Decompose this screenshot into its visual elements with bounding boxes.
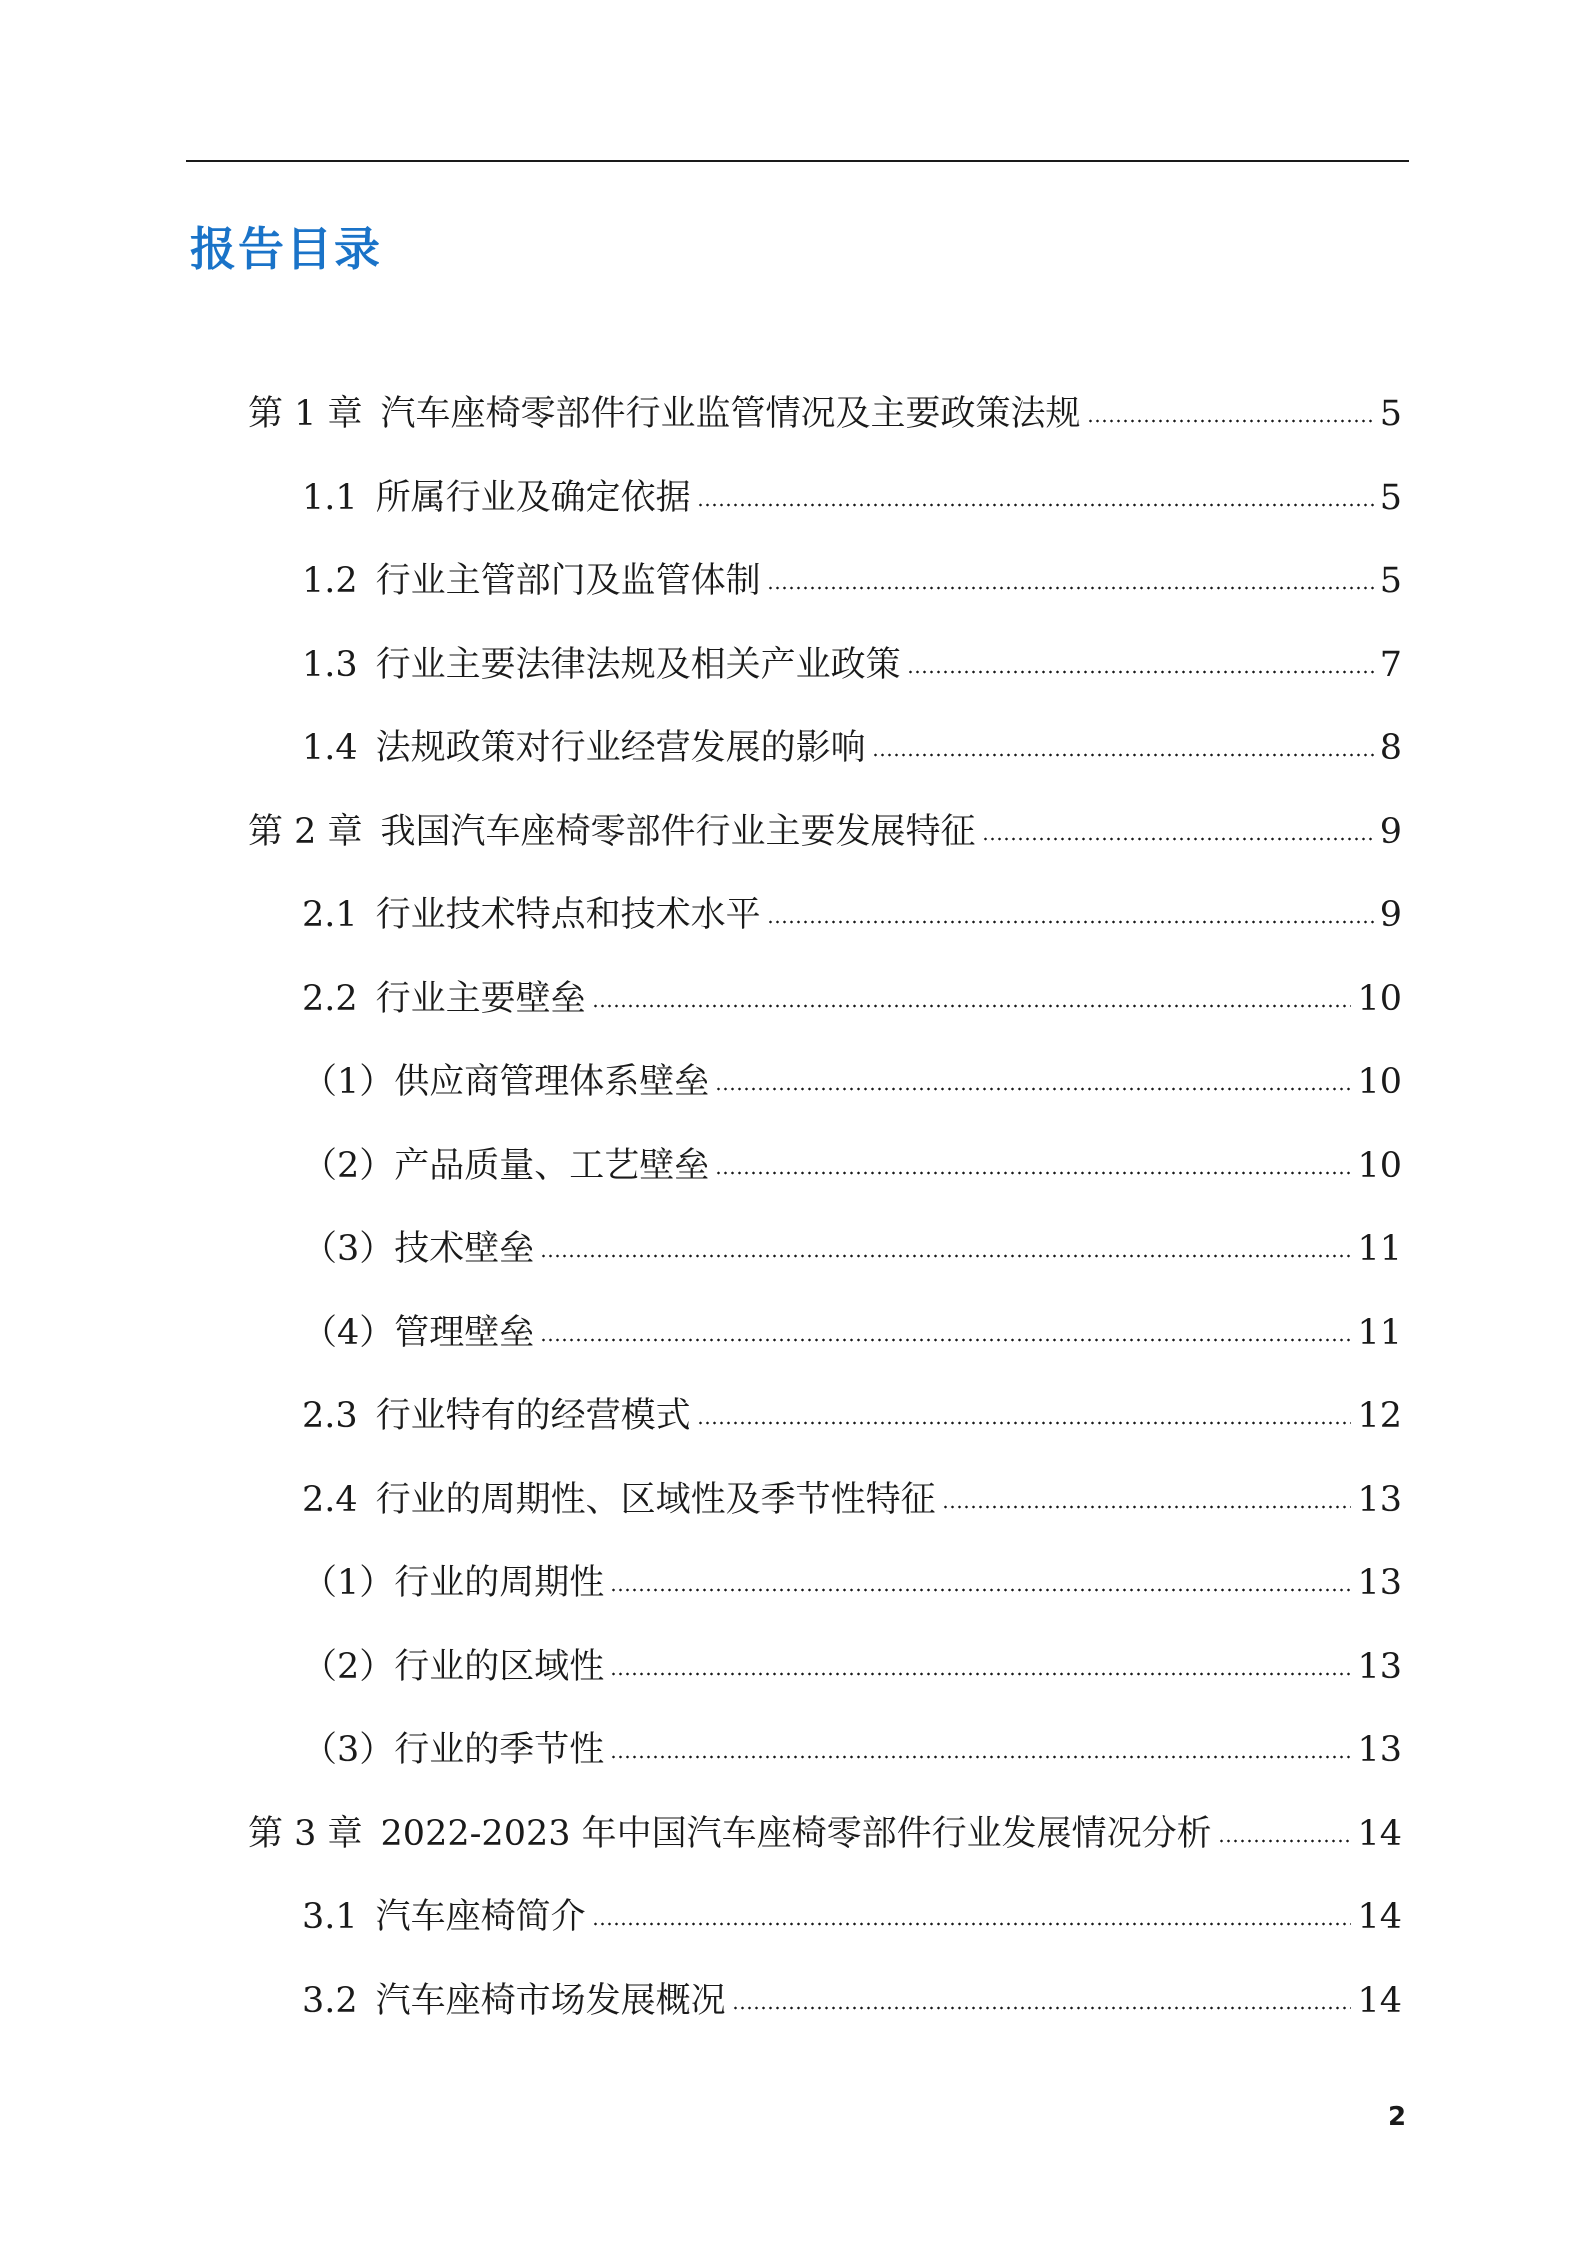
toc-entry-number: 第 2 章 [248, 811, 363, 852]
toc-entry-title: 技术壁垒 [394, 1229, 535, 1269]
header-rule [186, 160, 1409, 162]
dot-leader [610, 1755, 1351, 1759]
toc-entry-title: 产品质量、工艺壁垒 [394, 1145, 710, 1186]
toc-entry-page: 13 [1357, 1730, 1402, 1770]
dot-leader [1087, 419, 1374, 423]
toc-entry-page: 10 [1357, 1145, 1402, 1186]
toc-entry-number: 1.4 [302, 728, 358, 768]
toc-entry-number: 第 3 章 [248, 1813, 363, 1854]
toc-entry[interactable] [302, 1726, 1402, 1774]
toc-heading: 报告目录 [190, 222, 382, 276]
toc-entry[interactable] [302, 724, 1402, 772]
toc-entry-number: （3） [302, 1229, 395, 1269]
toc-entry-page: 9 [1379, 895, 1402, 935]
page-number: 2 [1388, 2102, 1407, 2132]
toc-entry-number: （2） [302, 1646, 395, 1687]
toc-entry-title: 汽车座椅简介 [375, 1897, 586, 1937]
toc-entry-title: 供应商管理体系壁垒 [394, 1062, 710, 1102]
toc-entry[interactable] [302, 1225, 1402, 1273]
dot-leader [942, 1505, 1352, 1509]
dot-leader [610, 1672, 1351, 1676]
dot-leader [872, 753, 1374, 757]
toc-entry-page: 12 [1357, 1396, 1402, 1436]
toc-entry-title: 行业的区域性 [394, 1646, 605, 1687]
toc-entry-number: 1.3 [302, 644, 358, 685]
toc-entry-number: 2.2 [302, 978, 358, 1019]
toc-entry-title: 汽车座椅市场发展概况 [375, 1980, 726, 2021]
toc-entry-number: 2.1 [302, 895, 358, 935]
toc-entry-title: 行业技术特点和技术水平 [375, 895, 761, 935]
toc-entry[interactable] [302, 641, 1402, 689]
toc-entry-page: 11 [1357, 1312, 1402, 1353]
dot-leader [697, 1421, 1352, 1425]
dot-leader [715, 1171, 1351, 1175]
toc-entry-title: 我国汽车座椅零部件行业主要发展特征 [380, 811, 976, 852]
toc-entry[interactable] [302, 1977, 1402, 2025]
toc-entry-number: （2） [302, 1145, 395, 1186]
dot-leader [715, 1087, 1351, 1091]
dot-leader [592, 1922, 1352, 1926]
toc-entry-title: 2022-2023 年中国汽车座椅零部件行业发展情况分析 [380, 1813, 1212, 1854]
toc-entry-title: 行业主管部门及监管体制 [375, 561, 761, 601]
toc-entry[interactable] [302, 1309, 1402, 1357]
toc-entry[interactable] [302, 1559, 1402, 1607]
dot-leader [697, 503, 1374, 507]
toc-entry[interactable] [302, 1893, 1402, 1941]
toc-entry-number: 第 1 章 [248, 394, 363, 434]
toc-entry-number: （4） [302, 1312, 395, 1353]
toc-entry-title: 所属行业及确定依据 [375, 477, 691, 518]
dot-leader [767, 586, 1374, 590]
dot-leader [732, 2006, 1352, 2010]
toc-entry[interactable] [302, 1643, 1402, 1691]
toc-entry-title: 行业特有的经营模式 [375, 1396, 691, 1436]
toc-entry-page: 11 [1357, 1229, 1402, 1269]
toc-entry-title: 行业主要壁垒 [375, 978, 586, 1019]
toc-entry-page: 9 [1379, 811, 1402, 852]
toc-entry-page: 5 [1379, 394, 1402, 434]
toc-entry-title: 行业的周期性 [394, 1563, 605, 1603]
toc-entry-number: 2.3 [302, 1396, 358, 1436]
toc-entry-number: 2.4 [302, 1479, 358, 1520]
toc-entry-number: （1） [302, 1563, 395, 1603]
toc-entry-page: 14 [1357, 1897, 1402, 1937]
toc-entry[interactable] [248, 808, 1402, 856]
dot-leader [982, 837, 1374, 841]
toc-entry-page: 13 [1357, 1563, 1402, 1603]
dot-leader [1218, 1839, 1352, 1843]
toc-entry-title: 汽车座椅零部件行业监管情况及主要政策法规 [380, 394, 1081, 434]
toc-entry[interactable] [248, 390, 1402, 438]
toc-entry[interactable] [302, 975, 1402, 1023]
dot-leader [610, 1588, 1351, 1592]
toc-entry-page: 10 [1357, 978, 1402, 1019]
toc-entry[interactable] [302, 1476, 1402, 1524]
toc-entry[interactable] [302, 1142, 1402, 1190]
toc-entry-page: 13 [1357, 1479, 1402, 1520]
toc-entry-number: 3.1 [302, 1897, 358, 1937]
toc-entry-title: 行业主要法律法规及相关产业政策 [375, 644, 901, 685]
toc-entry-number: （3） [302, 1730, 395, 1770]
toc-entry-page: 10 [1357, 1062, 1402, 1102]
toc-entry-title: 行业的季节性 [394, 1730, 605, 1770]
toc-entry-title: 法规政策对行业经营发展的影响 [375, 728, 866, 768]
toc-entry-number: 1.2 [302, 561, 358, 601]
toc-entry[interactable] [302, 891, 1402, 939]
toc-entry[interactable] [302, 474, 1402, 522]
toc-entry-page: 13 [1357, 1646, 1402, 1687]
toc-entry-page: 5 [1379, 561, 1402, 601]
toc-entry-number: 3.2 [302, 1980, 358, 2021]
toc-entry[interactable] [248, 1810, 1402, 1858]
toc-entry[interactable] [302, 557, 1402, 605]
toc-entry-page: 14 [1357, 1813, 1402, 1854]
toc-entry-number: （1） [302, 1062, 395, 1102]
toc-entry-page: 7 [1379, 644, 1402, 685]
toc-entry-page: 5 [1379, 477, 1402, 518]
dot-leader [540, 1338, 1351, 1342]
dot-leader [592, 1004, 1352, 1008]
dot-leader [540, 1254, 1351, 1258]
dot-leader [907, 670, 1374, 674]
dot-leader [767, 920, 1374, 924]
toc-entry-number: 1.1 [302, 477, 358, 518]
toc-entry-title: 行业的周期性、区域性及季节性特征 [375, 1479, 936, 1520]
toc-entry-page: 14 [1357, 1980, 1402, 2021]
toc-entry[interactable] [302, 1392, 1402, 1440]
toc-entry-page: 8 [1379, 728, 1402, 768]
toc-entry-title: 管理壁垒 [394, 1312, 535, 1353]
toc-entry[interactable] [302, 1058, 1402, 1106]
